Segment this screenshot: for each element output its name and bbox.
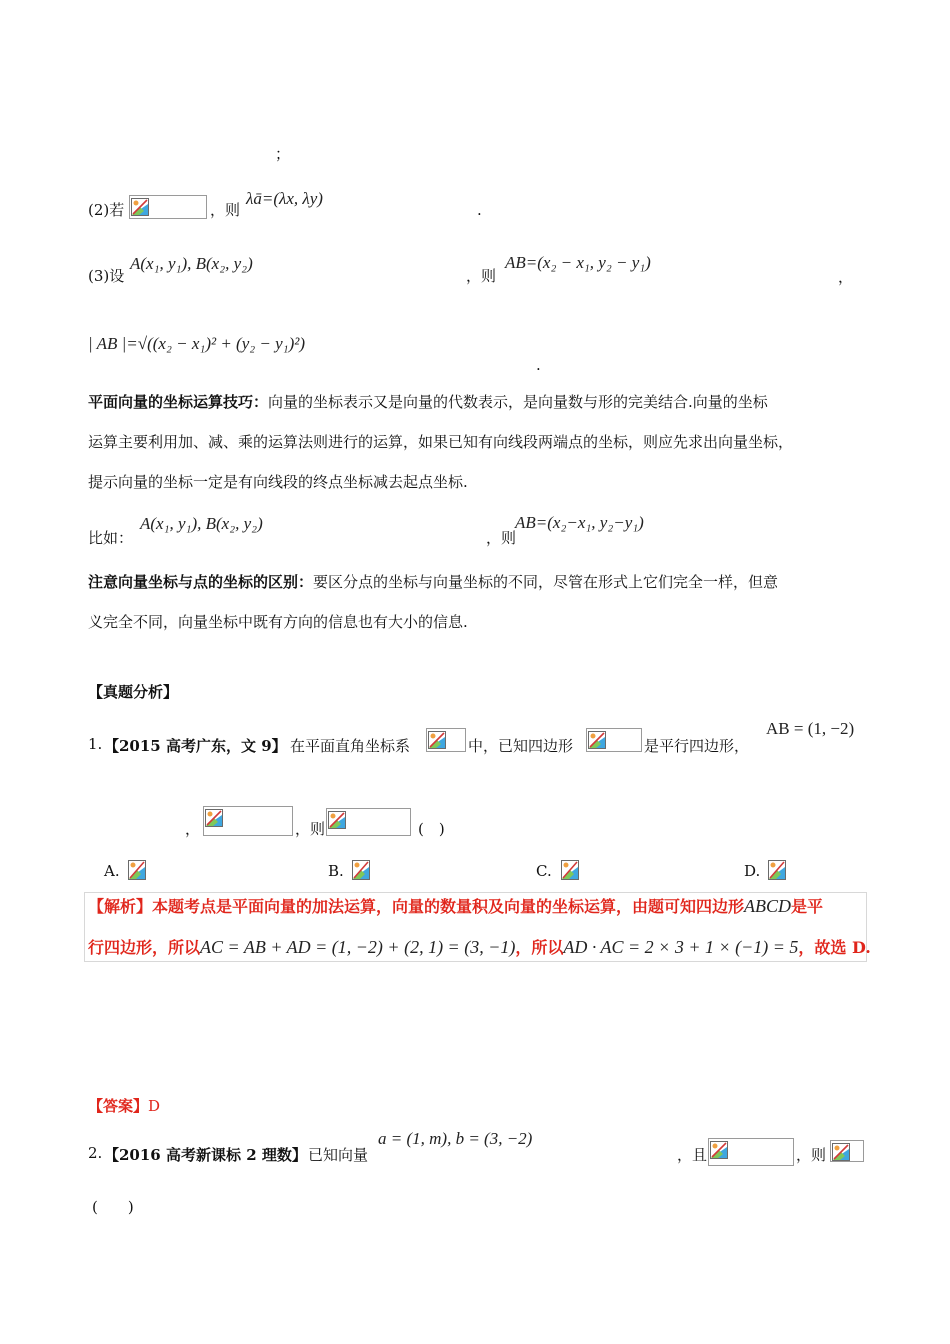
analysis-line2 <box>88 935 871 958</box>
q2-paren: ( ) <box>92 1198 134 1216</box>
note-paragraph <box>88 562 863 642</box>
option-d-label: D. <box>744 862 761 880</box>
magnitude-period: . <box>536 356 541 374</box>
broken-image-icon <box>326 808 411 836</box>
q2-formula: a = (1, m), b = (3, −2) <box>378 1129 533 1148</box>
item3-points: A(x₁, y₁), B(x₂, y₂) <box>130 254 253 273</box>
tip-line3: 提示向量的坐标一定是有向线段的终点坐标减去起点坐标. <box>88 473 468 491</box>
q2-and: ，且 <box>677 1146 708 1164</box>
analysis-text1: 本题考点是平面向量的加法运算，向量的数量积及向量的坐标运算，由题可知四边形 <box>152 897 745 916</box>
example-prefix: 比如： <box>88 529 134 547</box>
q1-then: ，则 <box>295 820 326 838</box>
broken-image-icon <box>129 195 207 219</box>
semicolon-text: ； <box>275 145 291 163</box>
q2-number: 2. <box>88 1144 103 1162</box>
q1-formula: AB = (1, −2) <box>766 719 855 738</box>
magnitude-formula: | AB |=√((x₂ − x₁)² + (y₂ − y₁)²) <box>88 334 306 353</box>
example-points: A(x₁, y₁), B(x₂, y₂) <box>140 514 263 533</box>
note-line1: 要区分点的坐标与向量坐标的不同，尽管在形式上它们完全一样，但意 <box>313 573 779 591</box>
analysis-formula1: AC = AB + AD = (1, −2) + (2, 1) = (3, −1) <box>200 937 516 957</box>
analysis-text1-end: 是平 <box>791 897 824 916</box>
q1-text3: 是平行四边形， <box>644 737 750 755</box>
item3-formula: AB=(x₂ − x₁, y₂ − y₁) <box>505 253 651 272</box>
broken-image-icon <box>203 806 293 836</box>
broken-image-icon <box>586 728 642 752</box>
coordinate-tip-paragraph <box>88 382 863 502</box>
option-a-label: A. <box>104 862 120 880</box>
q1-number: 1. <box>88 735 103 753</box>
q1-text2: 中，已知四边形 <box>468 737 574 755</box>
example-then: ，则 <box>486 529 517 547</box>
tip-heading: 平面向量的坐标运算技巧： <box>88 393 269 411</box>
option-c-label: C. <box>536 862 552 880</box>
item3-prefix: (3)设 <box>88 267 125 285</box>
tip-line1: 向量的坐标表示又是向量的代数表示，是向量数与形的完美结合.向量的坐标 <box>268 393 768 411</box>
item2-then: ，则 <box>210 201 241 219</box>
analysis-abcd: ABCD <box>744 896 792 916</box>
answer-value: D <box>148 1097 161 1115</box>
section-title: 【真题分析】 <box>88 683 179 701</box>
analysis-text2b: ，所以 <box>515 938 564 957</box>
analysis-label: 【解析】 <box>88 897 153 916</box>
broken-image-icon <box>128 860 146 880</box>
item2-period: . <box>477 201 482 219</box>
analysis-line1 <box>88 894 823 917</box>
q1-text1: 在平面直角坐标系 <box>290 737 411 755</box>
broken-image-icon <box>768 860 786 880</box>
q1-comma: ， <box>185 820 201 838</box>
broken-image-icon <box>561 860 579 880</box>
broken-image-icon <box>352 860 370 880</box>
note-line2: 义完全不同，向量坐标中既有方向的信息也有大小的信息. <box>88 613 468 631</box>
broken-image-icon <box>830 1140 864 1162</box>
q1-source: 【2015 高考广东，文 9】 <box>104 737 287 755</box>
q2-text1: 已知向量 <box>308 1146 369 1164</box>
item3-then: ，则 <box>466 267 497 285</box>
answer-label: 【答案】 <box>88 1097 149 1115</box>
q2-then: ，则 <box>796 1146 827 1164</box>
analysis-formula2: AD · AC = 2 × 3 + 1 × (−1) = 5 <box>563 937 799 957</box>
item2-formula: λā=(λx, λy) <box>246 189 323 208</box>
q2-source: 【2016 高考新课标 2 理数】 <box>104 1146 307 1164</box>
option-b-label: B. <box>328 862 344 880</box>
broken-image-icon <box>426 728 466 752</box>
example-formula: AB=(x₂−x₁, y₂−y₁) <box>515 513 644 532</box>
q1-paren: ( ) <box>418 820 445 838</box>
note-heading: 注意向量坐标与点的坐标的区别： <box>88 573 314 591</box>
broken-image-icon <box>708 1138 794 1166</box>
tip-line2: 运算主要利用加、减、乘的运算法则进行的运算，如果已知有向线段两端点的坐标，则应先求出向量坐标， <box>88 433 794 451</box>
item3-comma: ， <box>838 268 854 286</box>
item2-prefix: (2)若 <box>88 201 125 219</box>
answer-line <box>88 1095 160 1116</box>
analysis-text2a: 行四边形，所以 <box>88 938 201 957</box>
analysis-text2c: ，故选 D. <box>798 938 871 957</box>
